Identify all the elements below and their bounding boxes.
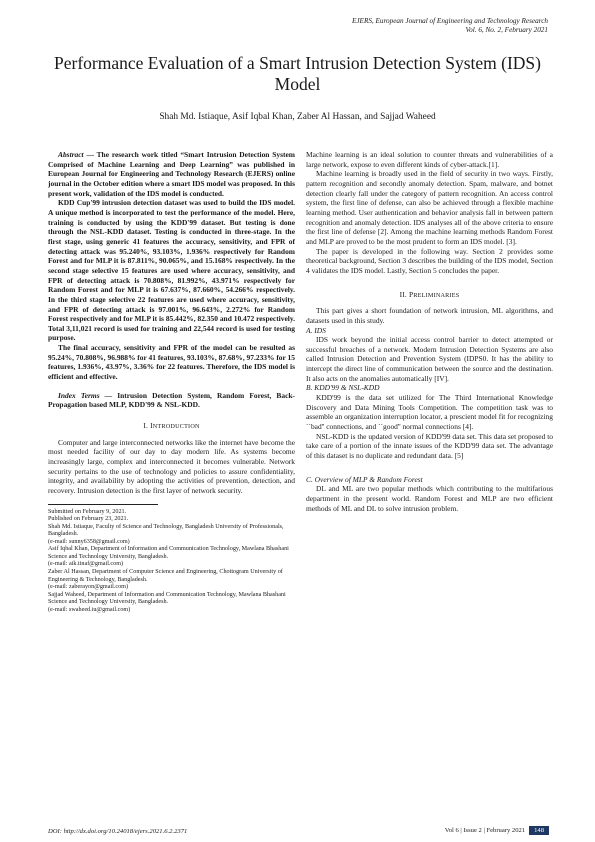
intro-paragraph: Computer and large interconnected networks like the internet have become the most needed facility of our day to day modern life. As systems become increasingly large, complex and interconnected it becomes vulnerable. Network security pertains to the use of technology and policies to assure confidentiality, integrity, and availability by adopting the activities of prevention, detection, and recovery. Intrusion detection is the first layer of network security. xyxy=(48,437,295,495)
abstract-paragraph-2: KDD Cup'99 intrusion detection dataset was used to build the IDS model. A unique method is incorporated to test the performance of the model. Here, training is conducted by using the KDD'99 dataset. But testing is done through the NSL-KDD dataset. Testing is conducted in three-stage. In the first stage, using generic 41 features the accuracy, sensitivity, and FPR of detecting attack was 95.240%, 93.103%, 1.936% respectively for Random Forest and for MLP it is 87.811%, 90.065%, and 15.168% respectively. In the second stage selective 15 features are used where accuracy, sensitivity, and FPR of detecting attack is 70.808%, 81.992%, 43.971% respectively for Random Forest and for MLP it is 67.637%, 87.660%, 54.266% respectively. In the third stage selective 22 features are used where accuracy, sensitivity, and FPR of detecting attack is 97.001%, 96.643%, 2.272% for Random Forest respectively and for MLP it is 85.442%, 82.350 and 10.472 respectively. Total 3,11,021 record is used for training and 22,544 record is used for testing purpose. xyxy=(48,198,295,343)
section-initial: P xyxy=(409,289,414,299)
footnotes xyxy=(48,509,295,615)
section-heading-introduction xyxy=(48,421,295,432)
author-list: Shah Md. Istiaque, Asif Iqbal Khan, Zaber Al Hassan, and Sajjad Waheed xyxy=(159,112,436,122)
right-column xyxy=(306,150,553,513)
footnote-divider xyxy=(48,504,158,505)
kdd-paragraph: KDD'99 is the data set utilized for The Third International Knowledge Discovery and Data Mining Tools Competition. The competition task was to assemble an organization interruption locator, a prescient model fit for recognizing ``bad'' connections, and ``good'' normal connections [4]. xyxy=(306,393,553,432)
subsection-heading-mlp-rf: C. Overview of MLP & Random Forest xyxy=(306,474,423,484)
paper-title: Performance Evaluation of a Smart Intrusion Detection System (IDS) Model xyxy=(54,53,541,94)
index-terms xyxy=(48,391,295,410)
volume-info: Vol. 6, No. 2, February 2021 xyxy=(465,26,548,34)
abstract-label: Abstract xyxy=(58,150,84,159)
section-numeral: I. xyxy=(143,421,151,431)
left-column xyxy=(48,150,295,614)
footnote-email-3: (e-mail: zaberayon@gmail.com) xyxy=(48,584,128,591)
footnote-author-2: Asif Iqbal Khan, Department of Information and Communication Technology, Mawlana Bhashani Science and Technology University, Bangladesh. xyxy=(48,546,289,560)
index-terms-dash: — xyxy=(99,390,118,400)
footnote-email-4: (e-mail: swaheed.iu@gmail.com) xyxy=(48,606,131,613)
subsection-heading-kdd: B. KDD'99 & NSL-KDD xyxy=(306,383,380,393)
abstract-text-1: The research work titled “Smart Intrusion Detection System Comprised of Machine Learning and Deep Learning” was published in European Journal for Engineering and Technology Research (EJERS) online journal in the October edition where a smart IDS model was proposed. In this present work, validation of the IDS model is conducted. xyxy=(48,150,295,198)
section-heading-preliminaries xyxy=(306,290,553,301)
footnote-email-1: (e-mail: sunny6358@gmail.com) xyxy=(48,538,130,545)
subsection-heading-ids: A. IDS xyxy=(306,325,326,335)
section-initial: I xyxy=(150,421,153,431)
section-rest: RELIMINARIES xyxy=(413,291,460,299)
footnote-author-4: Sajjad Waheed, Department of Information and Communication Technology, Mawlana Bhashani Science and Technology University, Bangladesh. xyxy=(48,591,286,606)
section-numeral: II. xyxy=(399,289,410,299)
doi-link[interactable]: DOI: http://dx.doi.org/10.24018/ejers.2021.6.2.2371 xyxy=(48,828,188,835)
index-terms-text: Intrusion Detection System, Random Forest, Back- Propagation based MLP, KDD'99 & NSL-KDD. xyxy=(48,390,295,410)
footnote-published: Published on February 23, 2021. xyxy=(48,516,129,523)
section-rest: NTRODUCTION xyxy=(152,423,200,431)
footnote-submitted: Submitted on February 9, 2021. xyxy=(48,508,127,515)
journal-name: EJERS, European Journal of Engineering and Technology Research xyxy=(351,17,548,25)
ml-paragraph-2: Machine learning is broadly used in the field of security in two ways. Firstly, pattern recognition and secondly anomaly detection. Spam, malware, and botnet detection clearly fall under the category of pattern recognition. An access control system, the first line of defense, can also be achieved through a flexible machine learning method. User authentication and behavior analysis fall in between pattern recognition and anomaly detection. IDS analyses all of the above criteria to ensure the first line of defense [2]. Among the machine learning methods Random Forest and MLP are proved to be the most prudent to form an IDS model. [3]. xyxy=(306,169,553,246)
footnote-author-1: Shah Md. Istiaque, Faculty of Science and Technology, Bangladesh University of Professionals, Bangladesh. xyxy=(48,523,284,538)
page-number-badge: 148 xyxy=(529,826,549,835)
running-head xyxy=(248,17,548,35)
ids-paragraph: IDS work beyond the initial access control barrier to detect attempted or successful breaches of a network. Modern Intrusion Detection Systems are also called Intrusion Detection and Prevention System (IDPS0. It has the ability to intercept the direct line of communication between the source and the destination. It also acts on the anomalies automatically [IV]. xyxy=(306,335,553,383)
mlp-rf-paragraph: DL and ML are two popular methods which contributing to the multifarious department in the present world. Random Forest and MLP are two efficient methods of ML and DL to solve intrusion problem. xyxy=(306,484,553,513)
footnote-author-3: Zaber Al Hassan, Department of Computer Science and Engineering, Chottogram University of Engineering & Technology, Bangladesh. xyxy=(48,569,283,583)
nsl-kdd-paragraph: NSL-KDD is the updated version of KDD'99 data set. This data set proposed to take care of a portion of the innate issues of the KDD'99 data set. The advantage of this dataset is no duplicate and redundant data. [5] xyxy=(306,431,553,461)
abstract-paragraph-1 xyxy=(48,150,295,198)
page-footer xyxy=(445,826,549,835)
organization-paragraph: The paper is developed in the following way. Section 2 provides some theoretical background, Section 3 describes the building of the IDS model, Section 4 validates the IDS model. Lastly, Section 5 concludes the paper. xyxy=(306,246,553,275)
abstract-paragraph-3: The final accuracy, sensitivity and FPR of the model can be resulted as 95.24%, 70.808%, 96.988% for 41 features, 93.103%, 87.68%, 97.233% for 15 features, 1.936%, 43.97%, 3.36% for 22 features. Therefore, the IDS model is efficient and effective. xyxy=(48,343,295,382)
issue-info: Vol 6 | Issue 2 | February 2021 xyxy=(444,827,526,834)
footnote-email-2: (e-mail: aik.tinaf@gmail.com) xyxy=(48,561,124,568)
preliminaries-paragraph: This part gives a short foundation of network intrusion, ML algorithms, and datasets used in this study. xyxy=(306,306,553,325)
index-terms-label: Index Terms xyxy=(58,390,100,400)
ml-paragraph-1: Machine learning is an ideal solution to counter threats and vulnerabilities of a large network, expose to even different kinds of cyber-attack.[1]. xyxy=(306,150,553,169)
abstract-dash: — xyxy=(83,150,97,159)
